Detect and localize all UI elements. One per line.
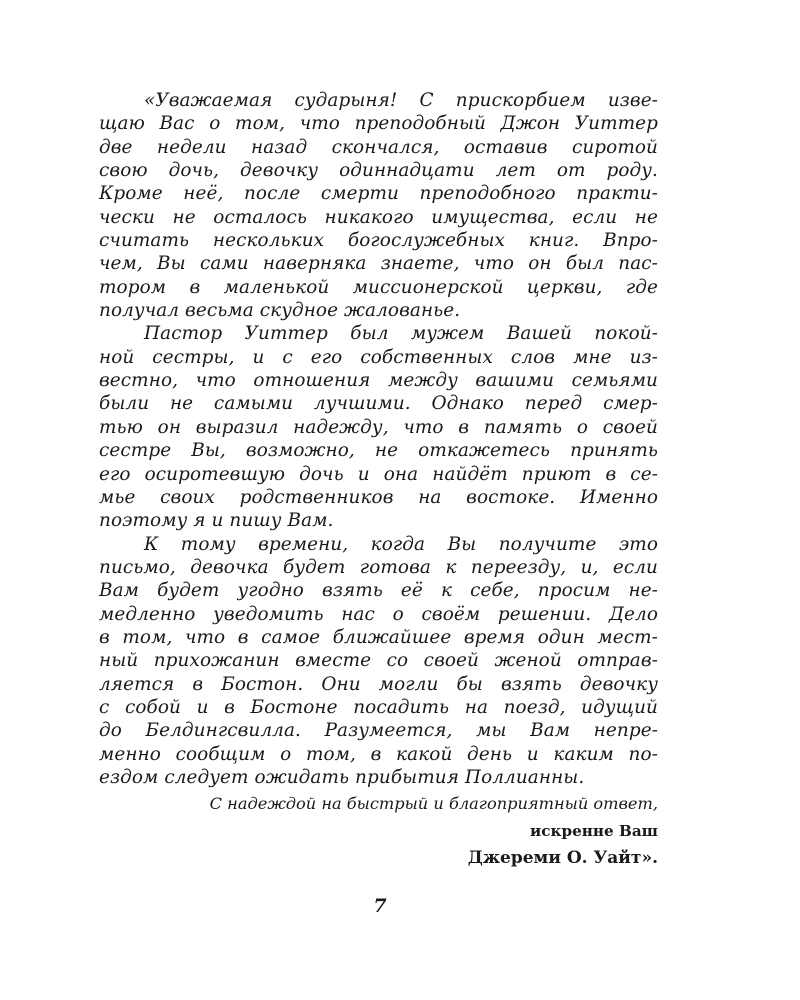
text-line: ляется в Бостон. Они могли бы взять девочку <box>99 673 658 695</box>
text-line: его осиротевшую дочь и она найдёт приют в се- <box>99 463 658 485</box>
text-line: до Белдингсвилла. Разумеется, мы Вам непре- <box>99 720 658 742</box>
text-line: Кроме неё, после смерти преподобного практи- <box>99 183 658 205</box>
paragraph-3 <box>99 533 658 790</box>
text-line: тором в маленькой миссионерской церкви, где <box>99 276 658 298</box>
text-line: получал весьма скудное жалованье. <box>99 300 461 322</box>
text-line: письмо, девочка будет готова к переезду, и, если <box>99 556 658 578</box>
text-line: были не самыми лучшими. Однако перед смер- <box>99 393 658 415</box>
text-line: Пастор Уиттер был мужем Вашей покой- <box>144 323 658 345</box>
text-line: свою дочь, девочку одиннадцати лет от роду. <box>99 160 658 182</box>
text-line: поэтому я и пишу Вам. <box>99 510 334 532</box>
text-line: Вам будет угодно взять её к себе, просим не- <box>99 580 658 602</box>
text-line: с собой и в Бостоне посадить на поезд, идущий <box>99 696 658 718</box>
text-line: чески не осталось никакого имущества, если не <box>99 206 658 228</box>
text-line: ездом следует ожидать прибытия Поллианны. <box>99 766 585 788</box>
text-line: чем, Вы сами наверняка знаете, что он был пас- <box>99 253 658 275</box>
page-number: 7 <box>373 895 387 917</box>
text-line: вестно, что отношения между вашими семьями <box>99 370 658 392</box>
text-line: мье своих родственников на востоке. Именно <box>99 486 658 508</box>
text-line: ной сестры, и с его собственных слов мне из- <box>99 346 658 368</box>
text-line: ный прихожанин вместе со своей женой отправ- <box>99 650 658 672</box>
text-line: считать нескольких богослужебных книг. Впро- <box>99 230 658 252</box>
signature-line-2: Джереми О. Уайт». <box>467 847 658 868</box>
text-line: щаю Вас о том, что преподобный Джон Уиттер <box>99 113 658 135</box>
letter-closing: С надеждой на быстрый и благоприятный ответ, <box>209 794 658 814</box>
text-line: тью он выразил надежду, что в память о своей <box>99 416 658 438</box>
text-line: менно сообщим о том, в какой день и каким по- <box>99 743 658 765</box>
text-line: К тому времени, когда Вы получите это <box>144 533 658 555</box>
text-line: «Уважаемая сударыня! С прискорбием изве- <box>144 90 658 111</box>
signature-line-1: искренне Ваш <box>530 821 658 840</box>
text-line: в том, что в самое ближайшее время один мест- <box>99 626 658 648</box>
paragraph-1 <box>99 89 658 322</box>
text-line: две недели назад скончался, оставив сиротой <box>99 136 658 158</box>
text-line: сестре Вы, возможно, не откажетесь принять <box>99 440 658 462</box>
letter-body <box>99 89 658 871</box>
paragraph-2 <box>99 322 658 532</box>
text-line: медленно уведомить нас о своём решении. Дело <box>99 603 658 625</box>
